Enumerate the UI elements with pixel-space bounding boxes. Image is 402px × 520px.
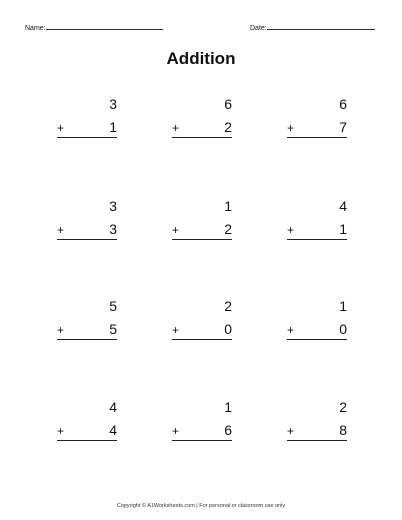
addition-problem <box>287 198 347 248</box>
date-blank-line[interactable] <box>267 22 375 30</box>
bottom-addend: 7 <box>339 119 347 135</box>
bottom-addend: 5 <box>109 321 117 337</box>
addition-problem <box>287 96 347 146</box>
bottom-addend: 0 <box>224 321 232 337</box>
addition-problem <box>287 298 347 348</box>
top-addend: 2 <box>339 399 347 415</box>
plus-sign: + <box>57 323 65 337</box>
copyright-footer: Copyright © A1Worksheets.com | For personal or classroom use only <box>116 503 286 509</box>
addition-problem <box>172 298 232 348</box>
top-addend: 4 <box>339 198 347 214</box>
answer-line[interactable] <box>287 339 347 340</box>
addition-problem <box>172 96 232 146</box>
name-label: Name: <box>25 25 46 32</box>
plus-sign: + <box>172 223 180 237</box>
answer-line[interactable] <box>57 339 117 340</box>
answer-line[interactable] <box>287 440 347 441</box>
top-addend: 6 <box>224 96 232 112</box>
top-addend: 2 <box>224 298 232 314</box>
answer-line[interactable] <box>287 137 347 138</box>
addition-problem <box>172 399 232 449</box>
answer-line[interactable] <box>287 239 347 240</box>
addition-problem <box>57 298 117 348</box>
addition-problem <box>172 198 232 248</box>
worksheet-title: Addition <box>166 49 236 68</box>
name-field-row <box>25 22 163 32</box>
plus-sign: + <box>287 323 295 337</box>
plus-sign: + <box>287 424 295 438</box>
top-addend: 5 <box>109 298 117 314</box>
answer-line[interactable] <box>57 137 117 138</box>
plus-sign: + <box>57 121 65 135</box>
plus-sign: + <box>287 121 295 135</box>
bottom-addend: 0 <box>339 321 347 337</box>
bottom-addend: 1 <box>109 119 117 135</box>
addition-problem <box>57 96 117 146</box>
plus-sign: + <box>172 424 180 438</box>
addition-problem <box>287 399 347 449</box>
bottom-addend: 3 <box>109 221 117 237</box>
answer-line[interactable] <box>172 339 232 340</box>
top-addend: 1 <box>224 198 232 214</box>
answer-line[interactable] <box>172 239 232 240</box>
plus-sign: + <box>172 323 180 337</box>
top-addend: 3 <box>109 96 117 112</box>
name-blank-line[interactable] <box>46 22 163 30</box>
plus-sign: + <box>287 223 295 237</box>
plus-sign: + <box>57 223 65 237</box>
bottom-addend: 4 <box>109 422 117 438</box>
answer-line[interactable] <box>172 440 232 441</box>
top-addend: 3 <box>109 198 117 214</box>
bottom-addend: 1 <box>339 221 347 237</box>
top-addend: 1 <box>339 298 347 314</box>
bottom-addend: 8 <box>339 422 347 438</box>
date-field-row <box>250 22 375 32</box>
addition-problem <box>57 198 117 248</box>
top-addend: 4 <box>109 399 117 415</box>
top-addend: 6 <box>339 96 347 112</box>
bottom-addend: 2 <box>224 221 232 237</box>
answer-line[interactable] <box>57 239 117 240</box>
bottom-addend: 6 <box>224 422 232 438</box>
answer-line[interactable] <box>172 137 232 138</box>
plus-sign: + <box>57 424 65 438</box>
answer-line[interactable] <box>57 440 117 441</box>
addition-problem <box>57 399 117 449</box>
date-label: Date: <box>250 25 267 32</box>
top-addend: 1 <box>224 399 232 415</box>
plus-sign: + <box>172 121 180 135</box>
bottom-addend: 2 <box>224 119 232 135</box>
